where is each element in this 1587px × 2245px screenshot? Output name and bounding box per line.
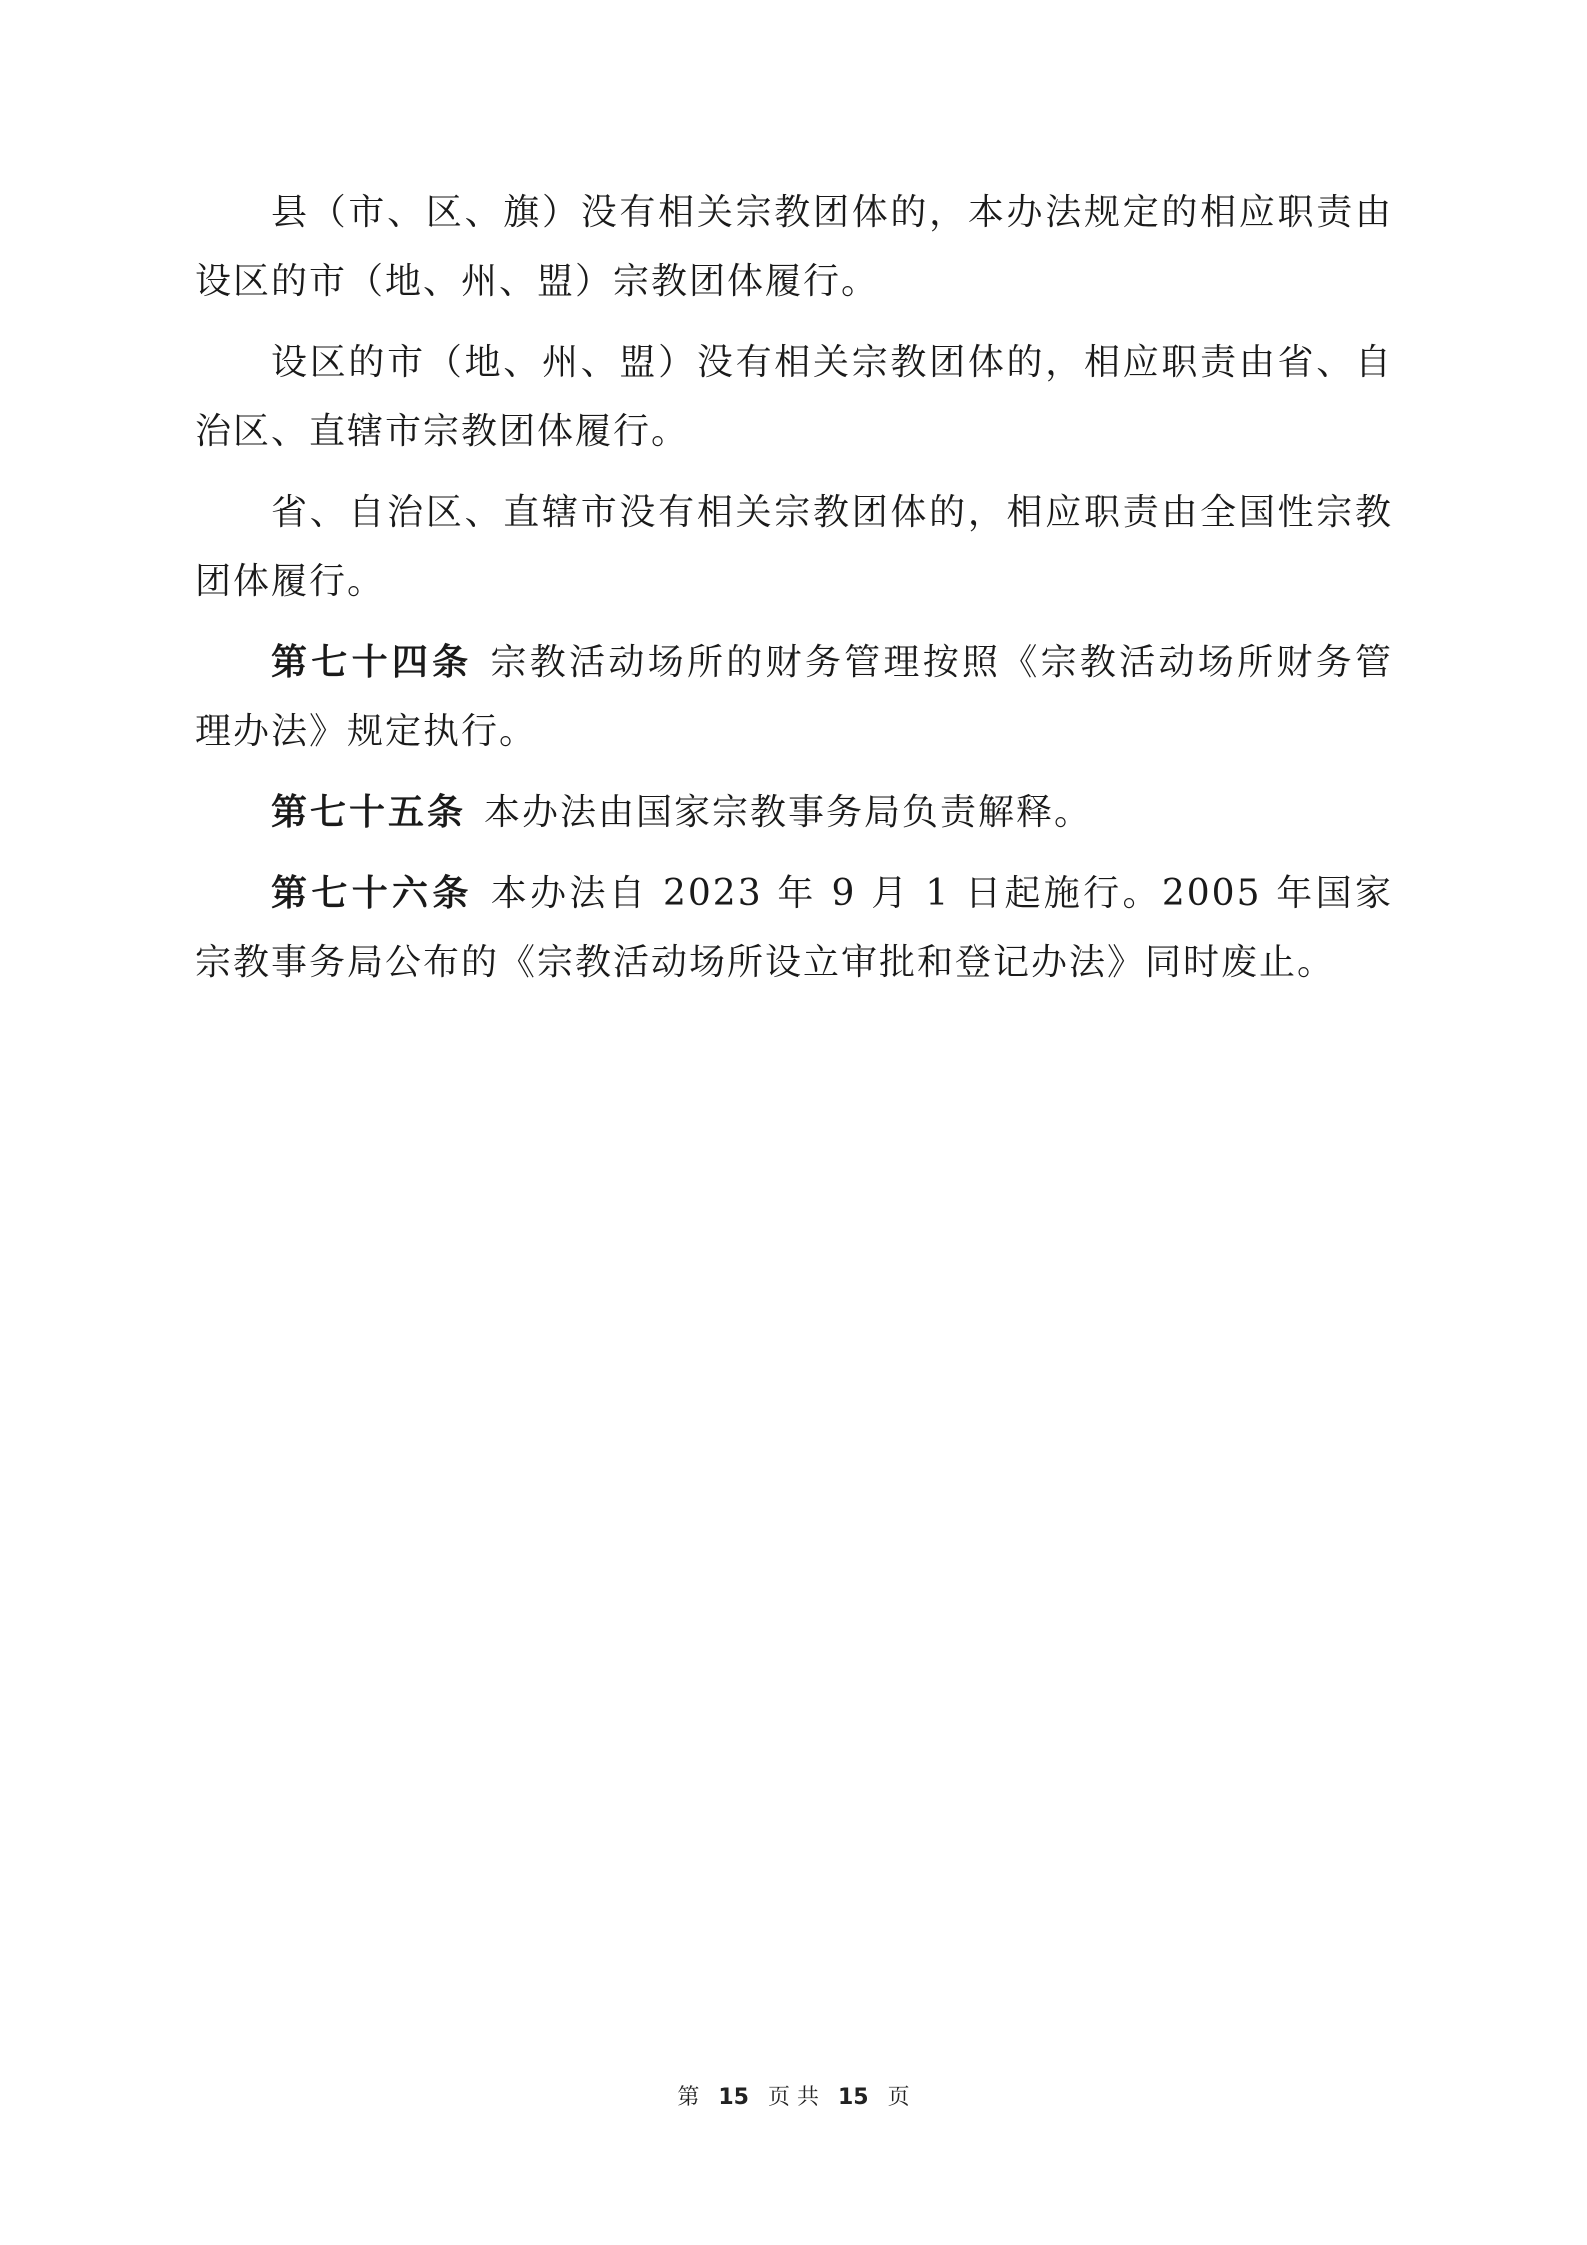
- total-page-number: 15: [838, 2085, 869, 2110]
- paragraph-text: 本办法由国家宗教事务局负责解释。: [484, 792, 1093, 833]
- article-paragraph: [195, 628, 1393, 766]
- article-number: 第七十四条: [271, 642, 473, 683]
- footer-suffix: 页: [887, 2085, 910, 2110]
- article-paragraph: [195, 778, 1393, 847]
- paragraph-text: 本办法自 2023 年 9 月 1 日起施行。2005 年国家宗教事务局公布的《宗教活动场所设立审批和登记办法》同时废止。: [195, 873, 1393, 983]
- article-paragraph: [195, 859, 1393, 997]
- paragraph: [195, 478, 1393, 616]
- paragraph-text: 设区的市（地、州、盟）没有相关宗教团体的，相应职责由省、自治区、直辖市宗教团体履行。: [195, 342, 1393, 452]
- footer-middle: 页 共: [768, 2085, 819, 2110]
- paragraph-text: 宗教活动场所的财务管理按照《宗教活动场所财务管理办法》规定执行。: [195, 642, 1393, 752]
- article-number: 第七十五条: [271, 792, 467, 833]
- paragraph-text: 省、自治区、直辖市没有相关宗教团体的，相应职责由全国性宗教团体履行。: [195, 492, 1393, 602]
- page-footer: [0, 2080, 1587, 2111]
- document-body: [195, 178, 1393, 1009]
- current-page-number: 15: [718, 2085, 749, 2110]
- article-number: 第七十六条: [271, 873, 473, 914]
- paragraph: [195, 178, 1393, 316]
- paragraph: [195, 328, 1393, 466]
- footer-prefix: 第: [677, 2085, 700, 2110]
- paragraph-text: 县（市、区、旗）没有相关宗教团体的，本办法规定的相应职责由设区的市（地、州、盟）宗教团体履行。: [195, 192, 1393, 302]
